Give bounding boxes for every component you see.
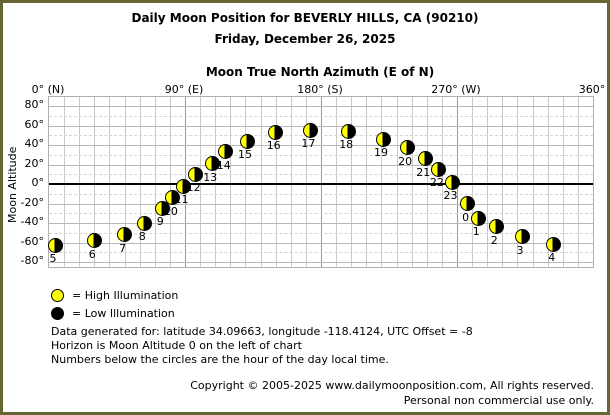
horizontal-gridline xyxy=(49,174,593,175)
horizontal-gridline xyxy=(49,262,593,263)
moon-point-hour-19 xyxy=(376,132,391,147)
moon-point-hour-15 xyxy=(240,134,255,149)
vertical-gridline xyxy=(321,97,322,267)
horizontal-gridline xyxy=(49,243,593,244)
horizontal-gridline xyxy=(49,165,593,166)
horizontal-gridline xyxy=(49,155,593,156)
copyright-line: Copyright © 2005-2025 www.dailymoonposition.com, All rights reserved. xyxy=(190,379,594,392)
moon-point-hour-5 xyxy=(48,238,63,253)
hour-label: 20 xyxy=(398,154,413,168)
page-date: Friday, December 26, 2025 xyxy=(214,32,396,46)
y-tick-label: -20° xyxy=(20,195,44,209)
hour-label: 10 xyxy=(163,204,178,218)
hour-label: 14 xyxy=(216,158,231,172)
horizontal-gridline xyxy=(49,135,593,136)
moon-point-hour-18 xyxy=(341,124,356,139)
hour-label: 5 xyxy=(49,252,57,266)
moon-point-hour-21 xyxy=(418,151,433,166)
high-illumination-swatch-icon xyxy=(51,289,64,302)
vertical-gridline xyxy=(502,97,503,267)
moon-point-hour-23 xyxy=(445,175,460,190)
horizon-line xyxy=(49,183,593,185)
vertical-gridline xyxy=(427,97,428,267)
vertical-gridline xyxy=(351,97,352,267)
vertical-gridline xyxy=(487,97,488,267)
copyright-usage-line: Personal non commercial use only. xyxy=(403,394,594,407)
legend-label: = High Illumination xyxy=(72,289,179,302)
horizontal-gridline xyxy=(49,116,593,117)
horizontal-gridline xyxy=(49,204,593,205)
vertical-gridline xyxy=(381,97,382,267)
vertical-gridline xyxy=(170,97,171,267)
vertical-gridline xyxy=(533,97,534,267)
moon-point-hour-17 xyxy=(303,123,318,138)
x-tick-label: 270° (W) xyxy=(431,83,481,96)
x-tick-label: 180° (S) xyxy=(297,83,343,96)
hour-label: 22 xyxy=(429,176,444,190)
note-horizon: Horizon is Moon Altitude 0 on the left of chart xyxy=(51,339,302,352)
hour-label: 8 xyxy=(138,230,146,243)
moon-point-hour-8 xyxy=(137,216,152,231)
hour-label: 4 xyxy=(548,251,556,265)
vertical-gridline xyxy=(291,97,292,267)
vertical-gridline xyxy=(245,97,246,267)
x-tick-label: 360° xyxy=(578,83,606,96)
moon-point-hour-3 xyxy=(515,229,530,244)
moon-point-hour-12 xyxy=(188,167,203,182)
vertical-gridline xyxy=(336,97,337,267)
plot-area xyxy=(48,96,594,268)
y-tick-label: -60° xyxy=(20,234,44,248)
x-tick-label: 90° (E) xyxy=(164,83,204,96)
moon-point-hour-16 xyxy=(268,125,283,140)
legend-label: = Low Illumination xyxy=(72,307,175,320)
vertical-gridline xyxy=(79,97,80,267)
horizontal-gridline xyxy=(49,194,593,195)
vertical-gridline xyxy=(109,97,110,267)
note-hours: Numbers below the circles are the hour of the day local time. xyxy=(51,353,389,366)
y-tick-label: -40° xyxy=(20,215,44,228)
vertical-gridline xyxy=(230,97,231,267)
vertical-gridline xyxy=(276,97,277,267)
hour-label: 21 xyxy=(416,165,431,179)
hour-label: 1 xyxy=(472,225,480,239)
horizontal-gridline xyxy=(49,145,593,146)
hour-label: 6 xyxy=(88,247,96,261)
hour-label: 11 xyxy=(174,193,189,206)
hour-label: 12 xyxy=(186,181,201,195)
moon-point-hour-20 xyxy=(400,140,415,155)
y-axis-label: Moon Altitude xyxy=(6,146,19,224)
hour-label: 18 xyxy=(339,138,354,152)
y-tick-label: 0° xyxy=(31,176,44,189)
horizontal-gridline xyxy=(49,106,593,107)
note-data-generated: Data generated for: latitude 34.09663, longitude -118.4124, UTC Offset = -8 xyxy=(51,325,473,338)
moon-point-hour-4 xyxy=(546,237,561,252)
low-illumination-swatch-icon xyxy=(51,307,64,320)
hour-label: 0 xyxy=(462,210,470,224)
hour-label: 7 xyxy=(119,241,127,255)
moon-point-hour-7 xyxy=(117,227,132,242)
x-axis-title: Moon True North Azimuth (E of N) xyxy=(205,65,435,79)
hour-label: 2 xyxy=(490,233,498,247)
hour-label: 17 xyxy=(301,137,316,151)
vertical-gridline xyxy=(472,97,473,267)
vertical-gridline xyxy=(563,97,564,267)
y-tick-label: -80° xyxy=(20,254,44,267)
vertical-gridline xyxy=(397,97,398,267)
horizontal-gridline xyxy=(49,223,593,224)
horizontal-gridline xyxy=(49,213,593,214)
horizontal-gridline xyxy=(49,252,593,253)
hour-label: 3 xyxy=(516,243,524,257)
horizontal-gridline xyxy=(49,126,593,127)
y-tick-label: 60° xyxy=(24,117,44,131)
vertical-gridline xyxy=(366,97,367,267)
hour-label: 23 xyxy=(443,189,458,202)
vertical-gridline xyxy=(306,97,307,267)
vertical-gridline xyxy=(412,97,413,267)
vertical-gridline xyxy=(64,97,65,267)
hour-label: 16 xyxy=(266,139,281,153)
moon-point-hour-6 xyxy=(87,233,102,248)
hour-label: 9 xyxy=(156,215,164,229)
y-tick-label: 40° xyxy=(24,137,44,150)
hour-label: 13 xyxy=(203,170,218,184)
y-tick-label: 20° xyxy=(24,156,44,170)
y-tick-label: 80° xyxy=(24,98,44,111)
moon-point-hour-1 xyxy=(471,211,486,226)
x-tick-label: 0° (N) xyxy=(31,83,65,96)
page-title: Daily Moon Position for BEVERLY HILLS, CA (90210) xyxy=(131,11,479,25)
vertical-gridline xyxy=(578,97,579,267)
hour-label: 15 xyxy=(238,148,252,162)
vertical-gridline xyxy=(261,97,262,267)
moon-point-hour-0 xyxy=(460,196,475,211)
hour-label: 19 xyxy=(374,146,388,160)
vertical-gridline xyxy=(155,97,156,267)
